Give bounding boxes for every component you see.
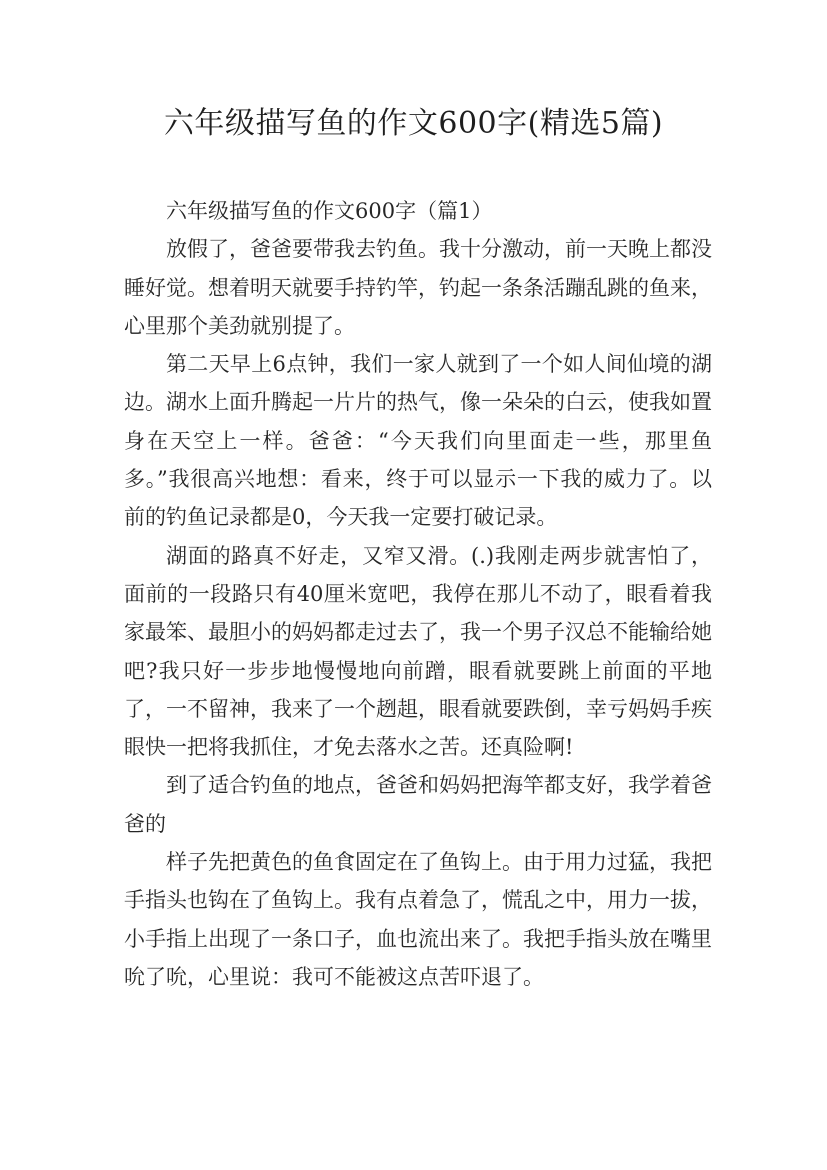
document-title: 六年级描写鱼的作文600字(精选5篇) (163, 106, 664, 141)
document-body (124, 192, 712, 996)
paragraph: 到了适合钓鱼的地点，爸爸和妈妈把海竿都支好，我学着爸爸的 (124, 773, 712, 836)
paragraph: 第二天早上6点钟，我们一家人就到了一个如人间仙境的湖边。湖水上面升腾起一片片的热气，像一朵朵的白云，使我如置身在天空上一样。爸爸：“今天我们向里面走一些，那里鱼多。”我很高兴地想：看来，终于可以显示一下我的威力了。以前的钓鱼记录都是0，今天我一定要打破记录。 (124, 352, 712, 530)
paragraph: 样子先把黄色的鱼食固定在了鱼钩上。由于用力过猛，我把手指头也钩在了鱼钩上。我有点着急了，慌乱之中，用力一拔，小手指上出现了一条口子，血也流出来了。我把手指头放在嘴里吮了吮，心里说：我可不能被这点苦吓退了。 (124, 850, 712, 989)
paragraph: 湖面的路真不好走，又窄又滑。(.)我刚走两步就害怕了，面前的一段路只有40厘米宽吧，我停在那儿不动了，眼看着我家最笨、最胆小的妈妈都走过去了，我一个男子汉总不能输给她吧?我只好一步步地慢慢地向前蹭，眼看就要跳上前面的平地了，一不留神，我来了一个趔趄，眼看就要跌倒，幸亏妈妈手疾眼快一把将我抓住，才免去落水之苦。还真险啊! (124, 543, 712, 760)
section-subheading: 六年级描写鱼的作文600字（篇1） (166, 199, 493, 223)
paragraph: 放假了，爸爸要带我去钓鱼。我十分激动，前一天晚上都没睡好觉。想着明天就要手持钓竿，钓起一条条活蹦乱跳的鱼来，心里那个美劲就别提了。 (124, 237, 712, 338)
